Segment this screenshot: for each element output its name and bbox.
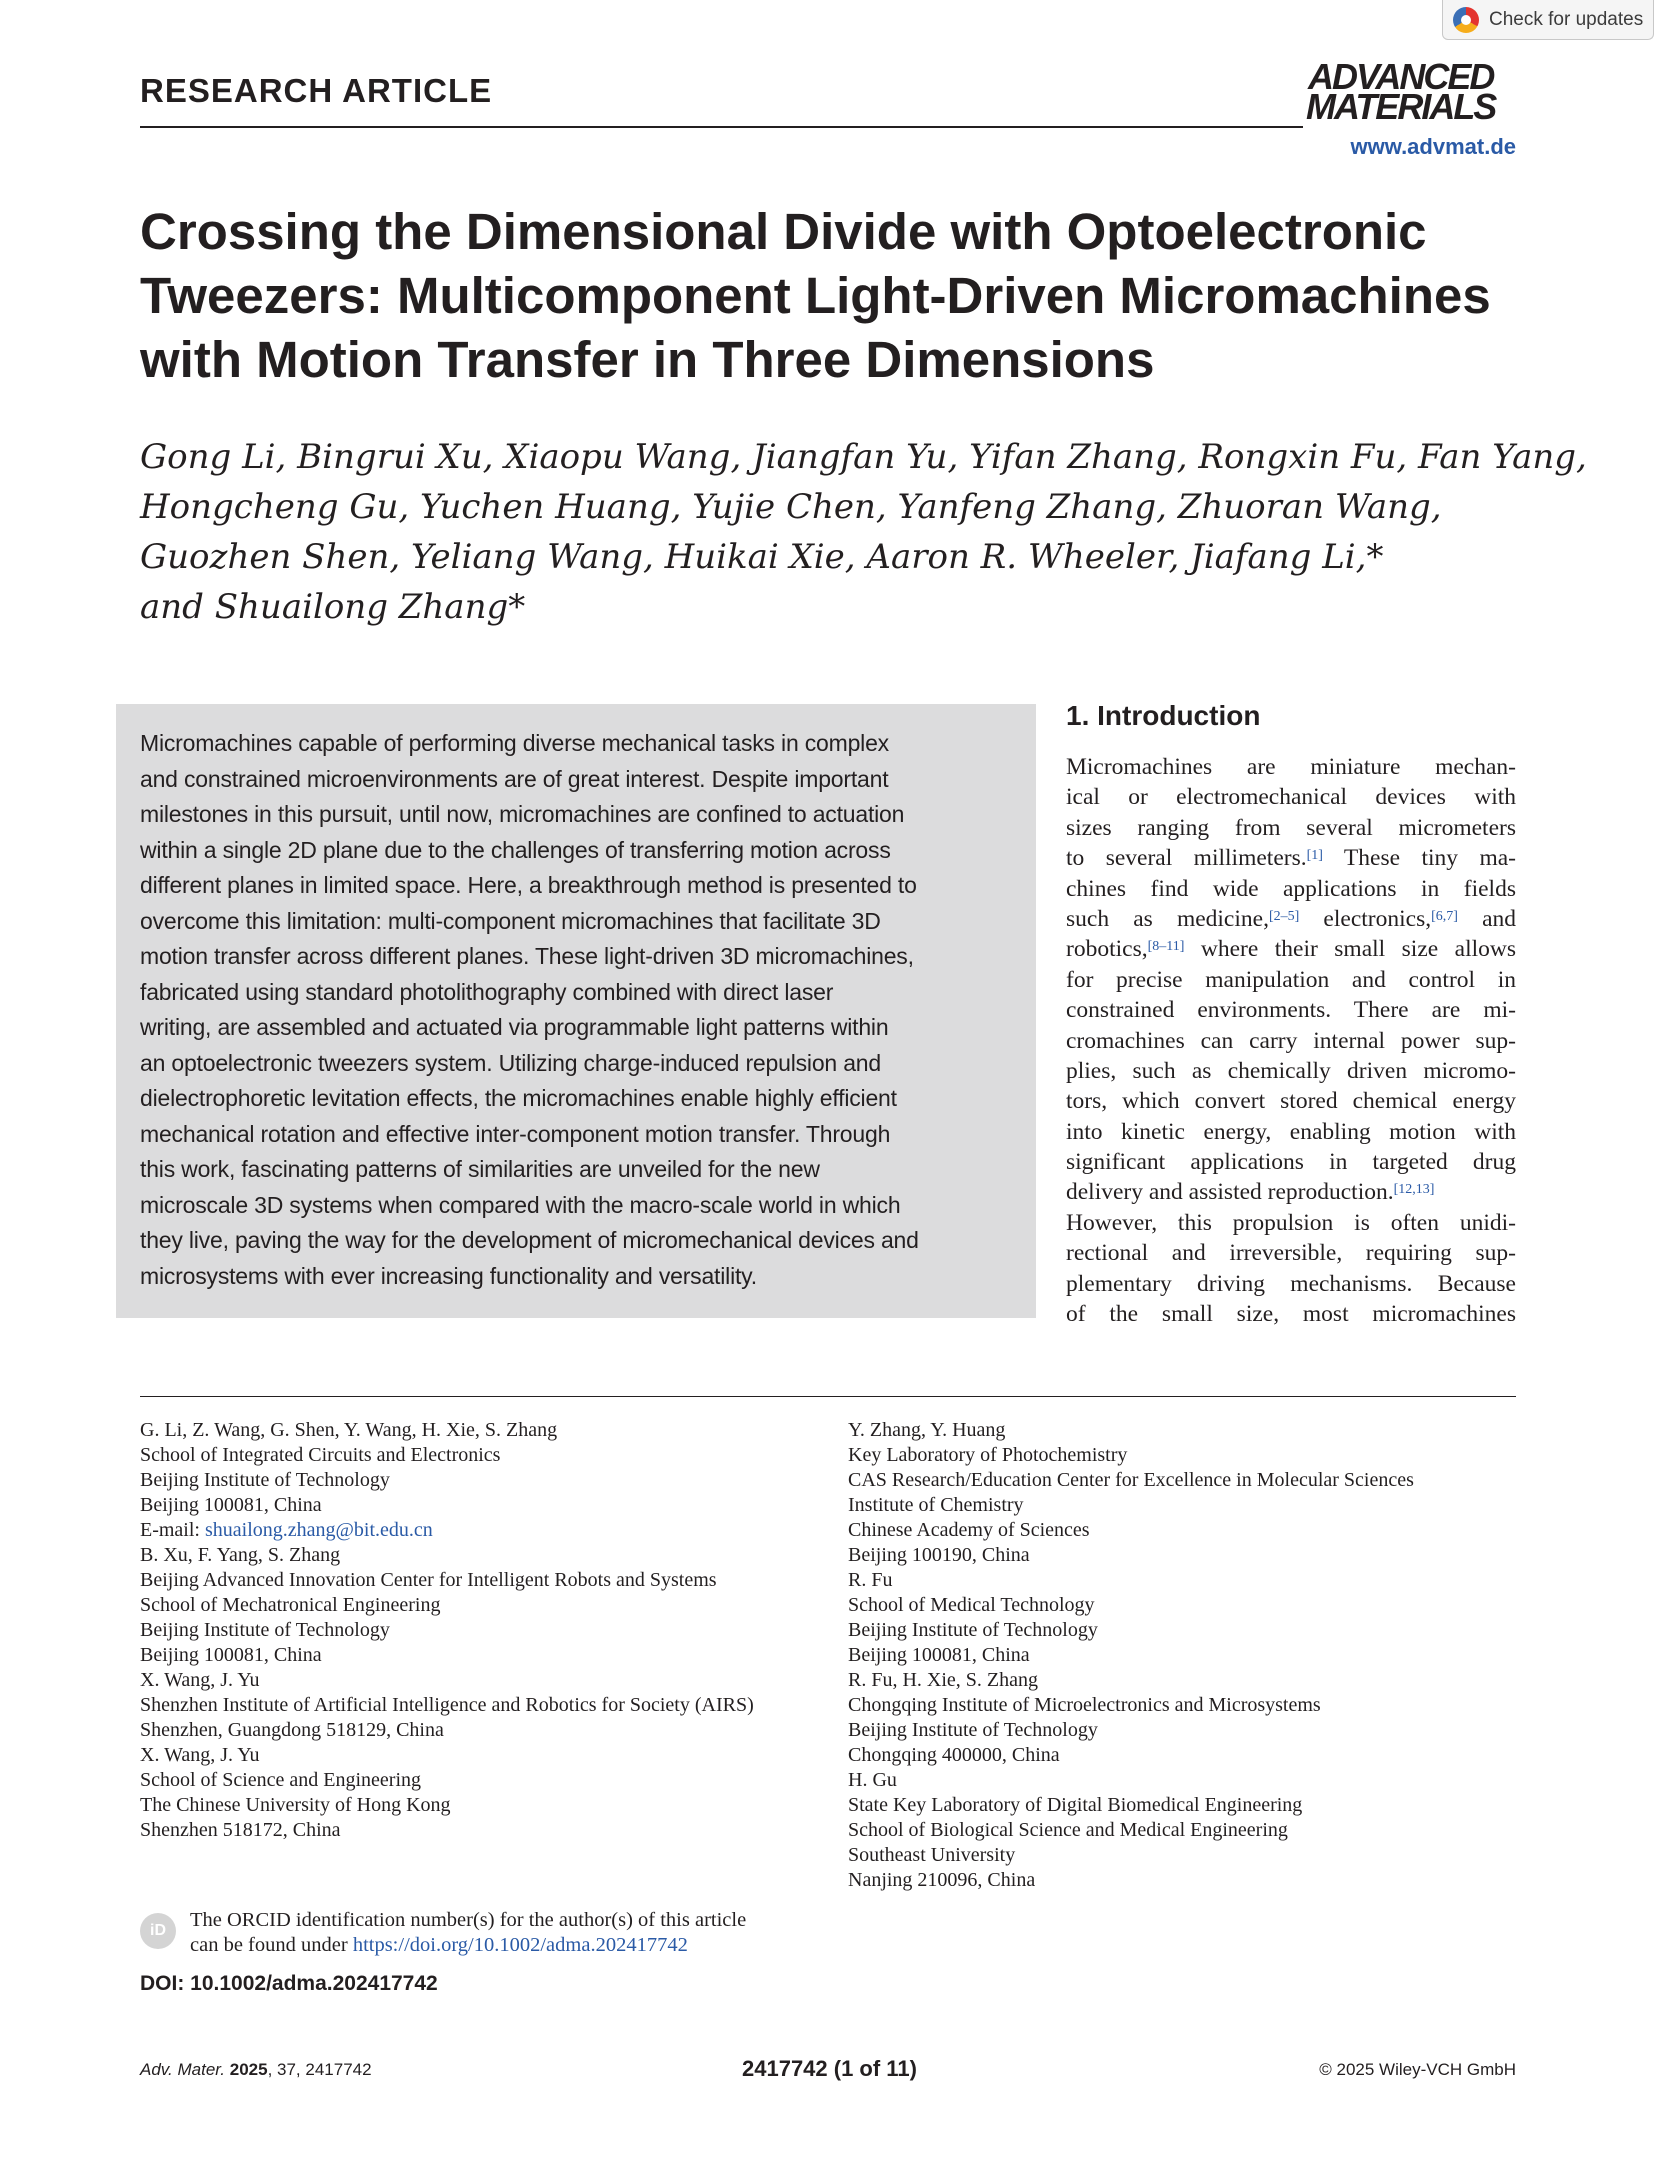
intro-text: tors, which convert stored chemical energy — [1066, 1088, 1516, 1115]
introduction-body — [1066, 752, 1516, 1329]
affiliation-line: Y. Zhang, Y. Huang — [848, 1419, 1006, 1441]
affiliation-line: School of Biological Science and Medical Engineering — [848, 1819, 1288, 1841]
affiliation-line: Shenzhen Institute of Artificial Intelligence and Robotics for Society (AIRS) — [140, 1694, 754, 1716]
intro-line — [1066, 1056, 1516, 1086]
affiliation-line: Chongqing 400000, China — [848, 1744, 1060, 1766]
check-for-updates-button[interactable] — [1442, 0, 1654, 40]
intro-text: delivery and assisted reproduction. — [1066, 1179, 1394, 1206]
abstract-line: milestones in this pursuit, until now, micromachines are confined to actuation — [140, 801, 905, 827]
email-label: E-mail: — [140, 1519, 205, 1541]
affiliation-line: H. Gu — [848, 1769, 897, 1791]
abstract-line: they live, paving the way for the development of micromechanical devices and — [140, 1227, 919, 1253]
intro-line — [1066, 782, 1516, 812]
affiliation-line: Institute of Chemistry — [848, 1494, 1024, 1516]
intro-text: However, this propulsion is often unidi- — [1066, 1209, 1516, 1236]
intro-text: significant applications in targeted drug — [1066, 1149, 1516, 1176]
journal-ref-prefix: Adv. Mater. — [140, 2060, 230, 2079]
citation-link[interactable]: [8–11] — [1147, 939, 1185, 955]
intro-line — [1066, 813, 1516, 843]
affiliation-line: Beijing 100081, China — [140, 1494, 322, 1516]
affiliations-left — [140, 1418, 754, 1843]
intro-line — [1066, 904, 1516, 934]
footnote-rule — [140, 1396, 1516, 1397]
affiliation-line: Chongqing Institute of Microelectronics and Microsystems — [848, 1694, 1321, 1716]
affiliation-group — [140, 1743, 754, 1843]
intro-line — [1066, 1238, 1516, 1268]
affiliation-group — [140, 1418, 754, 1543]
intro-text: into kinetic energy, enabling motion with — [1066, 1118, 1516, 1145]
introduction-heading: 1. Introduction — [1066, 700, 1261, 731]
abstract-line: writing, are assembled and actuated via programmable light patterns within — [140, 1014, 889, 1040]
affiliation-line: X. Wang, J. Yu — [140, 1744, 260, 1766]
abstract-line: this work, fascinating patterns of similarities are unveiled for the new — [140, 1156, 820, 1182]
affiliation-group — [848, 1668, 1414, 1768]
abstract-line: microsystems with ever increasing functionality and versatility. — [140, 1262, 757, 1289]
intro-text: cromachines can carry internal power sup- — [1066, 1027, 1516, 1054]
affiliation-group — [848, 1568, 1414, 1668]
doi-label: DOI: 10.1002/adma.202417742 — [140, 1972, 438, 1995]
intro-line — [1066, 1269, 1516, 1299]
intro-text: robotics, — [1066, 936, 1148, 963]
affiliation-line: School of Science and Engineering — [140, 1769, 422, 1791]
orcid-prefix: can be found under — [190, 1934, 353, 1956]
affiliations-right — [848, 1418, 1414, 1893]
intro-text: of the small size, most micromachines — [1066, 1301, 1516, 1328]
check-for-updates-label: Check for updates — [1489, 8, 1644, 30]
author-list — [140, 432, 1587, 632]
intro-line — [1066, 1299, 1516, 1329]
intro-text: to several millimeters. — [1066, 845, 1307, 872]
affiliation-line: G. Li, Z. Wang, G. Shen, Y. Wang, H. Xie, S. Zhang — [140, 1419, 558, 1441]
title-line: with Motion Transfer in Three Dimensions — [140, 331, 1155, 388]
journal-ref-rest: , 37, 2417742 — [267, 2060, 372, 2079]
intro-text: constrained environments. There are mi- — [1066, 997, 1516, 1024]
affiliation-group — [140, 1543, 754, 1668]
intro-line — [1066, 965, 1516, 995]
abstract-box — [116, 704, 1036, 1318]
affiliation-line: Southeast University — [848, 1844, 1016, 1866]
abstract-line: fabricated using standard photolithography combined with direct laser — [140, 978, 834, 1005]
intro-line — [1066, 1117, 1516, 1147]
abstract-line: overcome this limitation: multi-component micromachines that facilitate 3D — [140, 907, 881, 934]
abstract-line: an optoelectronic tweezers system. Utilizing charge-induced repulsion and — [140, 1049, 881, 1076]
affiliation-line: Beijing Institute of Technology — [848, 1719, 1098, 1741]
affiliation-line: Beijing Institute of Technology — [848, 1619, 1098, 1641]
title-line: Tweezers: Multicomponent Light-Driven Micromachines — [140, 267, 1491, 324]
page-number: 2417742 (1 of 11) — [742, 2056, 917, 2081]
affiliation-line: R. Fu — [848, 1569, 893, 1591]
intro-line — [1066, 1026, 1516, 1056]
journal-logo-line1: ADVANCED — [1308, 56, 1494, 97]
affiliation-line: Beijing Institute of Technology — [140, 1619, 390, 1641]
author-line: Guozhen Shen, Yeliang Wang, Huikai Xie, Aaron R. Wheeler, Jiafang Li,* — [140, 537, 1384, 577]
orcid-line — [190, 1933, 746, 1958]
intro-line — [1066, 1147, 1516, 1177]
author-line: and Shuailong Zhang* — [140, 587, 526, 627]
affiliation-line: Shenzhen, Guangdong 518129, China — [140, 1719, 444, 1741]
intro-line — [1066, 934, 1516, 964]
orcid-doi-link[interactable]: https://doi.org/10.1002/adma.202417742 — [352, 1934, 688, 1956]
affiliation-group — [848, 1418, 1414, 1568]
intro-line — [1066, 1177, 1516, 1207]
affiliation-line: Beijing Advanced Innovation Center for Intelligent Robots and Systems — [140, 1569, 717, 1591]
affiliation-line: The Chinese University of Hong Kong — [140, 1794, 451, 1816]
citation-link[interactable]: [2–5] — [1268, 908, 1300, 924]
orcid-line: The ORCID identification number(s) for the author(s) of this article — [190, 1909, 747, 1931]
abstract-line: motion transfer across different planes. These light-driven 3D micromachines, — [140, 943, 914, 969]
affiliation-line: Beijing 100081, China — [848, 1644, 1030, 1666]
affiliation-line: Shenzhen 518172, China — [140, 1819, 341, 1841]
affiliation-line: State Key Laboratory of Digital Biomedical Engineering — [848, 1794, 1303, 1816]
affiliation-line: School of Mechatronical Engineering — [140, 1594, 441, 1616]
abstract-line: and constrained microenvironments are of great interest. Despite important — [140, 765, 889, 792]
header-rule — [140, 126, 1303, 128]
intro-text: ical or electromechanical devices with — [1066, 784, 1516, 811]
journal-url-link[interactable]: www.advmat.de — [1350, 134, 1516, 159]
affiliation-line: B. Xu, F. Yang, S. Zhang — [140, 1544, 341, 1566]
citation-link[interactable]: [6,7] — [1431, 908, 1458, 924]
abstract-line: within a single 2D plane due to the challenges of transferring motion across — [140, 836, 891, 863]
orcid-note — [190, 1908, 746, 1958]
author-line: Gong Li, Bingrui Xu, Xiaopu Wang, Jiangfan Yu, Yifan Zhang, Rongxin Fu, Fan Yang, — [140, 437, 1587, 477]
affiliation-line: Chinese Academy of Sciences — [848, 1519, 1090, 1541]
crossmark-icon — [1453, 7, 1479, 33]
title-line: Crossing the Dimensional Divide with Optoelectronic — [140, 203, 1427, 260]
journal-ref-year: 2025 — [229, 2060, 268, 2079]
intro-line — [1066, 843, 1516, 873]
intro-text: chines find wide applications in fields — [1066, 875, 1516, 902]
affiliation-line: School of Medical Technology — [848, 1594, 1095, 1616]
email-line — [140, 1518, 754, 1543]
affiliation-group — [140, 1668, 754, 1743]
copyright: © 2025 Wiley-VCH GmbH — [1319, 2060, 1516, 2079]
journal-logo-line2: MATERIALS — [1306, 86, 1496, 127]
affiliation-line: X. Wang, J. Yu — [140, 1669, 260, 1691]
intro-text: sizes ranging from several micrometers — [1066, 814, 1516, 841]
intro-text: such as medicine, — [1066, 905, 1269, 932]
intro-text: plies, such as chemically driven micromo- — [1066, 1057, 1516, 1084]
abstract-line: microscale 3D systems when compared with the macro-scale world in which — [140, 1191, 901, 1218]
affiliation-group — [848, 1768, 1414, 1893]
intro-text: rectional and irreversible, requiring sup- — [1066, 1240, 1516, 1267]
intro-text: electronics, — [1299, 905, 1432, 932]
intro-text: for precise manipulation and control in — [1066, 966, 1516, 993]
intro-line — [1066, 874, 1516, 904]
intro-text: and — [1457, 905, 1517, 932]
affiliation-line: Key Laboratory of Photochemistry — [848, 1444, 1128, 1466]
journal-reference — [140, 2060, 372, 2080]
intro-text: plementary driving mechanisms. Because — [1066, 1270, 1516, 1297]
abstract-line: mechanical rotation and effective inter-component motion transfer. Through — [140, 1120, 891, 1147]
abstract-line: Micromachines capable of performing diverse mechanical tasks in complex — [140, 730, 889, 756]
intro-line — [1066, 752, 1516, 782]
citation-link[interactable]: [1] — [1306, 848, 1323, 864]
orcid-icon: iD — [140, 1913, 176, 1949]
affiliation-line: CAS Research/Education Center for Excellence in Molecular Sciences — [848, 1469, 1414, 1491]
author-line: Hongcheng Gu, Yuchen Huang, Yujie Chen, Yanfeng Zhang, Zhuoran Wang, — [140, 487, 1442, 527]
intro-line — [1066, 995, 1516, 1025]
affiliation-line: Beijing Institute of Technology — [140, 1469, 390, 1491]
intro-text: Micromachines are miniature mechan- — [1066, 754, 1516, 780]
intro-line — [1066, 1086, 1516, 1116]
affiliation-line: School of Integrated Circuits and Electronics — [140, 1444, 501, 1466]
affiliation-line: Beijing 100081, China — [140, 1644, 322, 1666]
citation-link[interactable]: [12,13] — [1393, 1182, 1435, 1198]
affiliation-line: Beijing 100190, China — [848, 1544, 1030, 1566]
intro-line — [1066, 1208, 1516, 1238]
intro-text: where their small size allows — [1184, 936, 1516, 963]
affiliation-line: Nanjing 210096, China — [848, 1869, 1036, 1891]
section-label: RESEARCH ARTICLE — [140, 72, 493, 109]
abstract-line: dielectrophoretic levitation effects, the micromachines enable highly efficient — [140, 1085, 897, 1111]
intro-text: These tiny ma- — [1322, 845, 1516, 872]
abstract-line: different planes in limited space. Here, a breakthrough method is presented to — [140, 872, 917, 898]
affiliation-line: R. Fu, H. Xie, S. Zhang — [848, 1669, 1038, 1691]
article-title — [140, 200, 1491, 392]
email-link[interactable]: shuailong.zhang@bit.edu.cn — [204, 1519, 433, 1541]
